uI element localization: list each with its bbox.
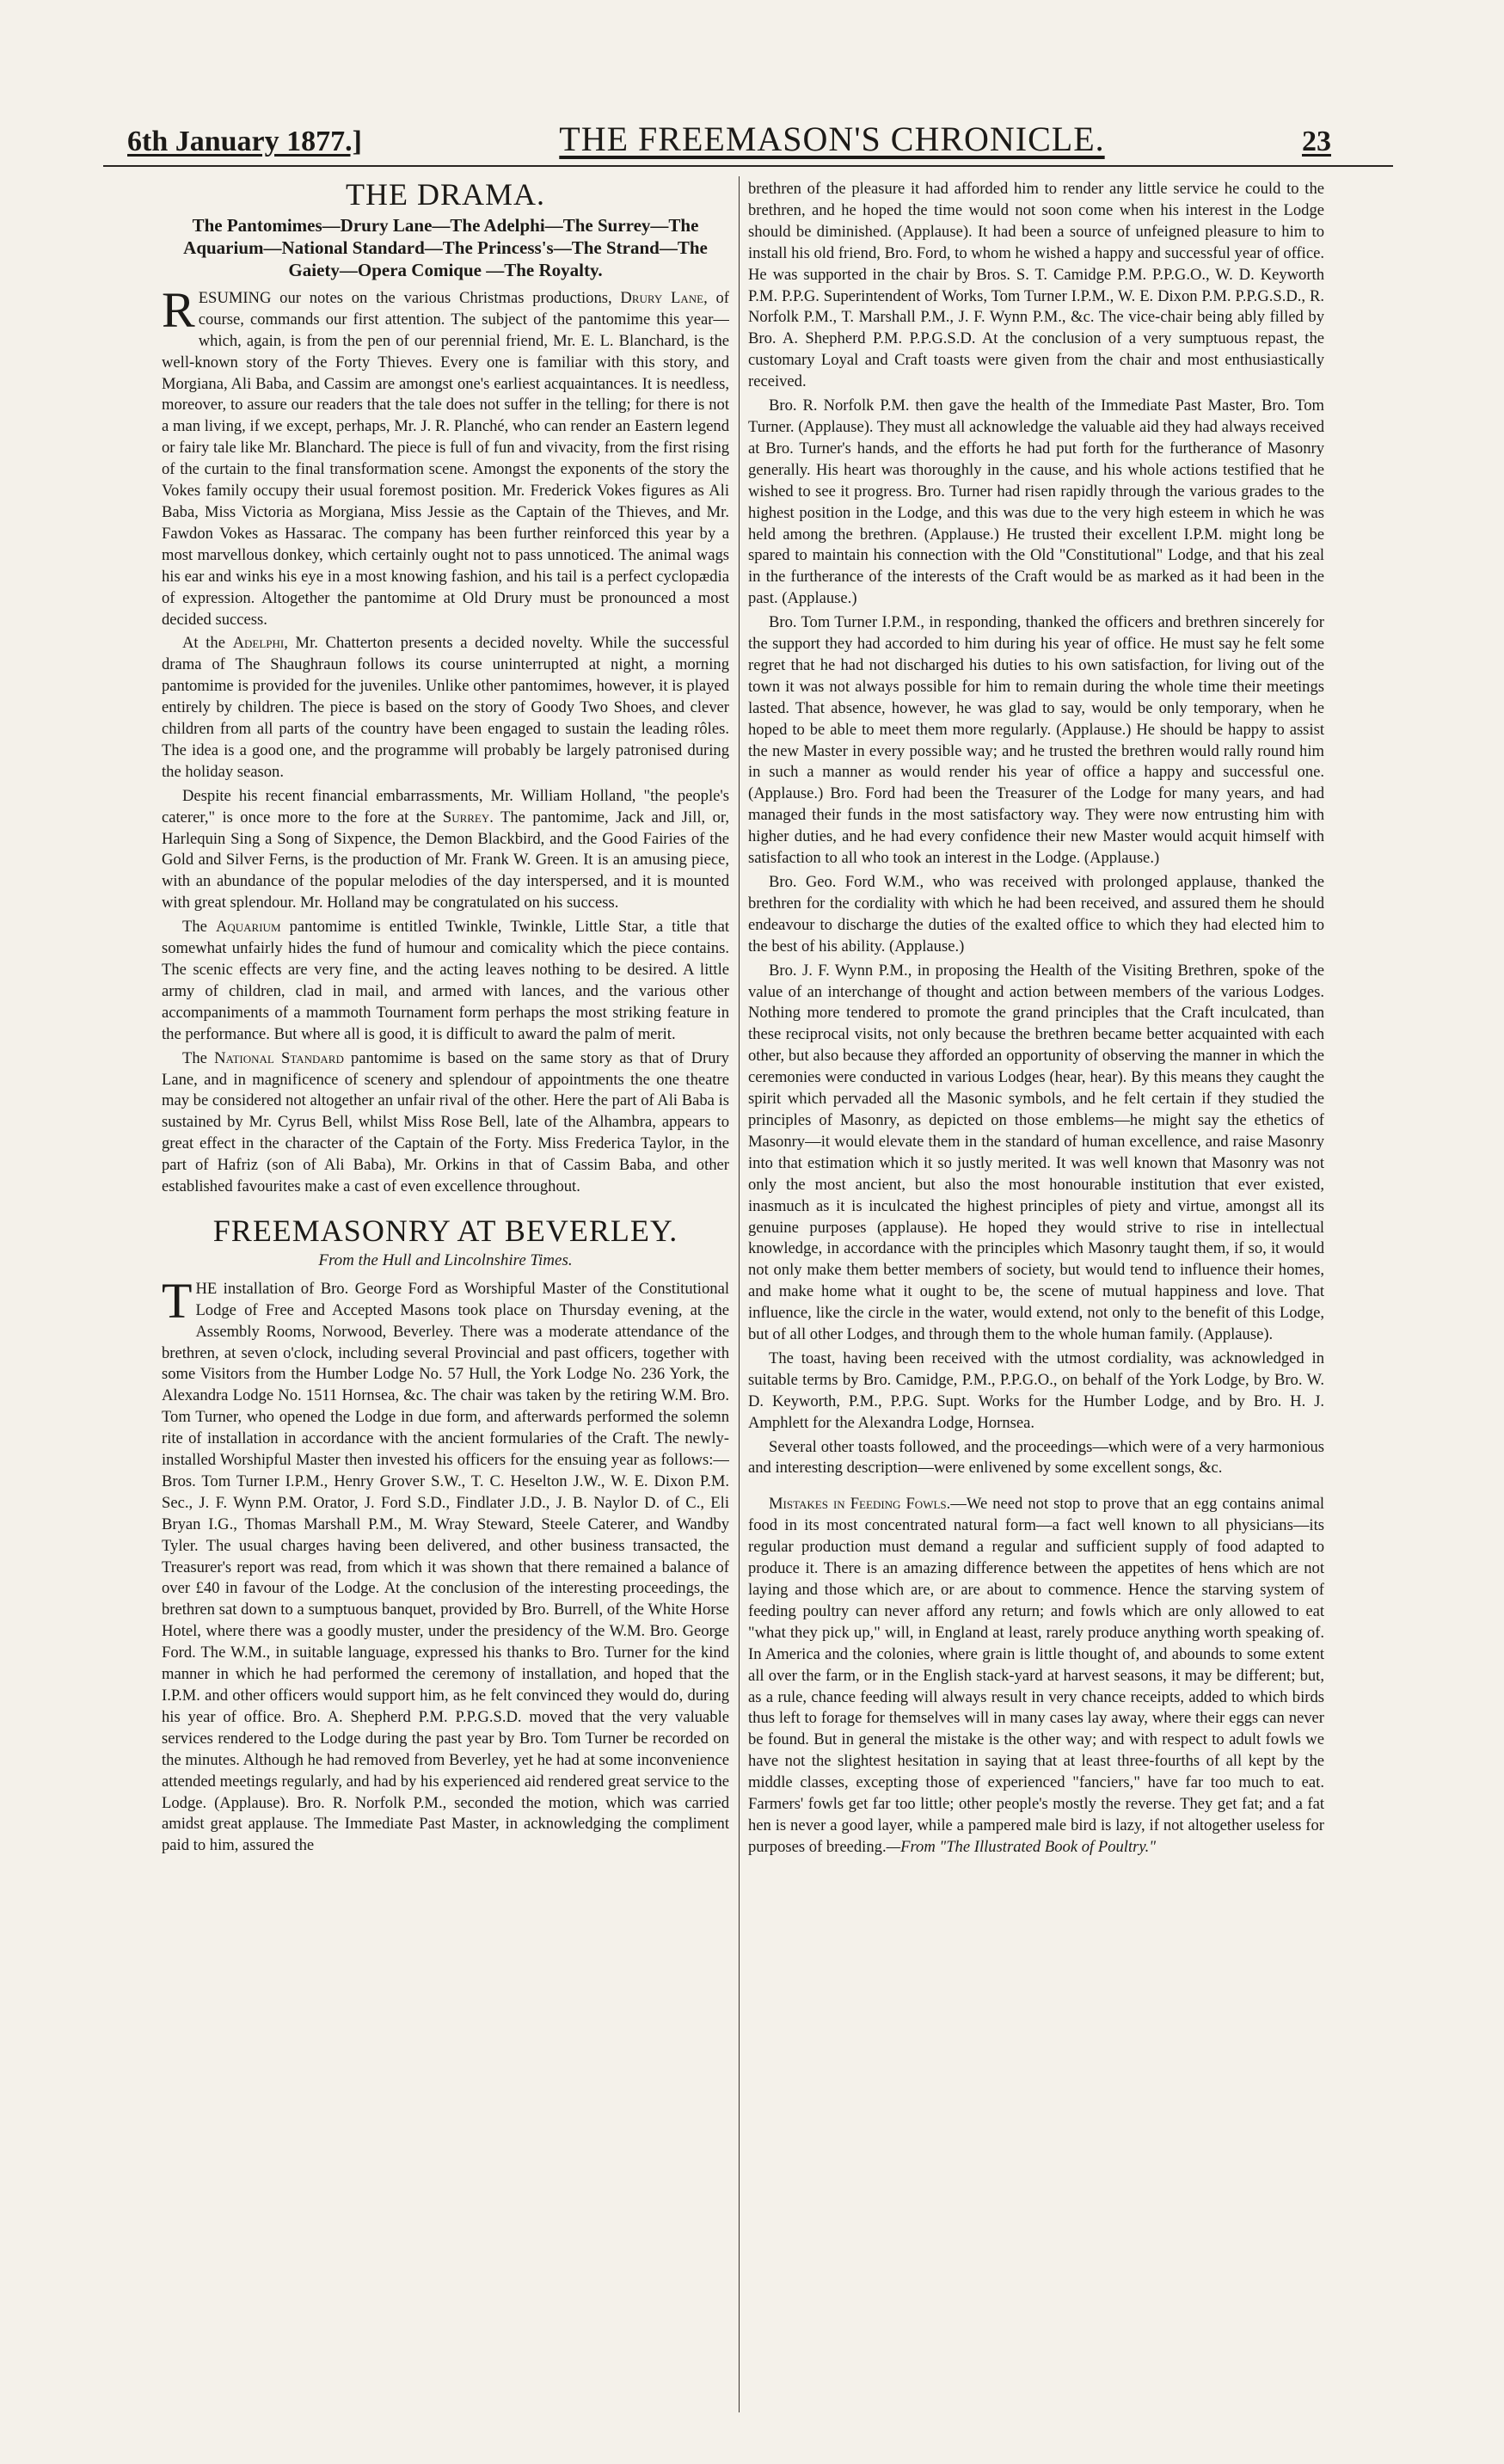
beverley-continued: brethren of the pleasure it had afforded him to render any little service he could to the brethren, and he hoped the time would not soon come when his interest in the Lodge should be diminished. (Applause). It had been a source of unfeigned pleasure to him to install his old friend, Bro. Ford, to whom he wished a happy and successful year of office. He was supported in the chair by Bros. S. T. Camidge P.M. P.P.G.O., W. D. Keyworth P.M. P.P.G. Superintendent of Works, Tom Turner I.P.M., W. E. Dixon P.M. P.P.G.S.D., R. Norfolk P.M., T. Marshall P.M., J. F. Wynn P.M., &c. The vice-chair being ably filled by Bro. A. Shepherd P.M. P.P.G.S.D. At the conclusion of a very sumptuous repast, the customary Loyal and Craft toasts were given from the chair and most enthusiastically received.	[748, 180, 1324, 391]
beverley-source: From the Hull and Lincolnshire Times.	[318, 1250, 573, 1269]
header-rule	[103, 165, 1393, 167]
beverley-paragraph: The toast, having been received with the utmost cordiality, was acknowledged in suitable terms by Bro. Camidge, P.M., P.P.G.O., on behalf of the York Lodge, by Bro. W. D. Keyworth, P.M., P.P.G. Supt. Works for the Humber Lodge, and by Bro. H. J. Amphlett for the Alexandra Lodge, Hornsea.	[748, 1349, 1324, 1432]
fowls-paragraph: Mistakes in Feeding Fowls.—We need not stop to prove that an egg contains animal food in its most concentrated natural form—a fact well known to all physicians—its regular production must demand a regular and sufficient supply of food adapted to produce it. There is an amazing difference between the appetites of hens which are not laying and those which are, or are about to commence. Hence the starving system of feeding poultry can never afford any return; and fowls which are only allowed to eat "what they pick up," will, in England at least, rarely produce anything worth speaking of. In America and the colonies, where grain is little thought of, and abounds to some extent all over the farm, or in the English stack-yard at harvest seasons, it may be different; but, as a rule, chance feeding will always result in very chance receipts, added to which birds thus left to forage for themselves will in many cases lay away, where their eggs can never be found. But in general the mistake is the other way; and with respect to adult fowls we have not the slightest hesitation in saying that at least three-fourths of all kept by the middle classes, excepting those of experienced "fanciers," have far too much to eat. Farmers' fowls get far too little; other people's mostly the reverse. They get fat; and a fat hen is never a good layer, while a pampered male bird is lazy, if not altogether useless for purposes of breeding.—From "The Illustrated Book of Poultry."	[748, 1495, 1324, 1856]
issue-date: 6th January 1877.]	[127, 126, 362, 157]
beverley-paragraph: Bro. R. Norfolk P.M. then gave the health of the Immediate Past Master, Bro. Tom Turner. (Applause). They must all acknowledge the valuable aid they had always received at Bro. Turner's hands, and the efforts he had put forth for the furtherance of Masonry generally. His heart was thoroughly in the cause, and his whole actions testified that he wished to see it progress. Bro. Turner had risen rapidly through the various grades to the highest position in the Lodge, and this was due to the very high esteem in which he was held among the brethren. (Applause.) He trusted their excellent I.P.M. might long be spared to maintain his connection with the Old "Constitutional" Lodge, and that his zeal in the furtherance of the interests of the Craft would be as marked as it had been in the past. (Applause.)	[748, 396, 1324, 608]
beverley-paragraph: Several other toasts followed, and the proceedings—which were of a very harmonious and interesting description—were enlivened by some excellent songs, &c.	[748, 1437, 1324, 1478]
drop-cap: T	[162, 1272, 193, 1329]
left-column	[162, 179, 729, 2430]
drama-paragraph: At the Adelphi, Mr. Chatterton presents a decided novelty. While the successful drama of The Shaughraun follows its course uninterrupted at night, a morning pantomime is provided for the juveniles. Unlike other pantomimes, however, it is played entirely by children. The piece is based on the story of Goody Two Shoes, and clever children from all parts of the country have been engaged to sustain the leading rôles. The idea is a good one, and the programme will probably be largely patronised during the holiday season.	[162, 634, 729, 781]
fowls-lead: Mistakes in Feeding Fowls.	[769, 1495, 951, 1514]
beverley-paragraph: Bro. Tom Turner I.P.M., in responding, thanked the officers and brethren sincerely for the support they had accorded to him during his year of office. He must say he felt some regret that he had not discharged his duties to his own satisfaction, for living out of the town it was not always possible for him to remain during the whole time their meetings lasted. That absence, however, he was glad to say, would be only temporary, when he hoped to be able to meet them more regularly. (Applause.) He should be happy to assist the new Master in every possible way; and he trusted the brethren would rally round him in such a manner as would render his year of office a happy and successful one. (Applause.) Bro. Ford had been the Treasurer of the Lodge for many years, and had managed their funds in the most satisfactory way. They were now entrusting him with higher duties, and he had every confidence their new Master would acquit himself with satisfaction to all who took an interest in the Lodge. (Applause.)	[748, 613, 1324, 868]
masthead	[127, 119, 1331, 162]
drama-paragraph: RESUMING our notes on the various Christmas productions, Drury Lane, of course, commands our first attention. The subject of the pantomime this year—which, again, is from the pen of our perennial friend, Mr. E. L. Blanchard, is the well-known story of the Forty Thieves. Every one is familiar with this story, and Morgiana, Ali Baba, and Cassim are amongst one's earliest acquaintances. It is needless, moreover, to assure our readers that the tale does not suffer in the telling; for there is not a man living, if we except, perhaps, Mr. J. R. Planché, who can render an Eastern legend or fairy tale like Mr. Blanchard. The piece is full of fun and vivacity, from the first rising of the curtain to the final transformation scene. Amongst the exponents of the story the Vokes family occupy their usual foremost position. Mr. Frederick Vokes figures as Ali Baba, Miss Victoria as Morgiana, Miss Jessie as the Captain of the Thieves, and Mr. Fawdon Vokes as Hassarac. The company has been further reinforced this year by a most marvellous donkey, which certainly ought not to pass unnoticed. The animal wags his ear and winks his eye in a most knowing fashion, and his tail is a perfect cyclopædia of expression. Altogether the pantomime at Old Drury must be pronounced a most decided success.	[162, 281, 729, 629]
beverley-title: FREEMASONRY AT BEVERLEY.	[212, 1213, 678, 1248]
drama-paragraph: The National Standard pantomime is based on the same story as that of Drury Lane, and in magnificence of scenery and splendour of appointments the one theatre may be considered not altogether an unfair rival of the other. Here the part of Ali Baba is sustained by Mr. Cyrus Bell, whilst Miss Rose Bell, late of the Alhambra, appears to great effect in the character of the Captain of the Forty. Miss Frederica Taylor, in the part of Hafriz (son of Ali Baba), Mr. Orkins in that of Cassim Baba, and other established favourites make a cast of even excellence throughout.	[162, 1048, 729, 1196]
newspaper-title: THE FREEMASON'S CHRONICLE.	[559, 120, 1105, 158]
beverley-paragraph: Bro. Geo. Ford W.M., who was received with prolonged applause, thanked the brethren for the cordiality with which he had been received, and assured them he should endeavour to discharge the duties of the exalted office to which they had elected him to the best of his ability. (Applause.)	[748, 873, 1324, 955]
drama-paragraph: Despite his recent financial embarrassments, Mr. William Holland, "the people's caterer," is once more to the fore at the Surrey. The pantomime, Jack and Jill, or, Harlequin Sing a Song of Sixpence, the Demon Blackbird, and the Good Fairies of the Gold and Silver Ferns, is the production of Mr. Frank W. Green. It is an amusing piece, with an abundance of the popular melodies of the day interspersed, and it is mounted with great splendour. Mr. Holland may be congratulated on his success.	[162, 786, 729, 912]
fowls-credit: —From "The Illustrated Book of Poultry."	[886, 1837, 1157, 1856]
right-column	[748, 179, 1324, 2430]
drama-subhead: The Pantomimes—Drury Lane—The Adelphi—The Surrey—The Aquarium—National Standard—The Princess's—The Strand—The Gaiety—Opera Comique —The Royalty.	[183, 214, 708, 280]
beverley-paragraph: THE installation of Bro. George Ford as Worshipful Master of the Constitutional Lodge of Free and Accepted Masons took place on Thursday evening, at the Assembly Rooms, Norwood, Beverley. There was a moderate attendance of the brethren, at seven o'clock, including several Provincial and past officers, together with some Visitors from the Humber Lodge No. 57 Hull, the York Lodge No. 236 York, the Alexandra Lodge No. 1511 Hornsea, &c. The chair was taken by the retiring W.M. Bro. Tom Turner, who opened the Lodge in due form, and afterwards performed the solemn rite of installation in accordance with the ancient formularies of the Craft. The newly-installed Worshipful Master then invested his officers for the ensuing year as follows:—Bros. Tom Turner I.P.M., Henry Grover S.W., T. C. Heselton J.W., W. E. Dixon P.M. Sec., J. F. Wynn P.M. Orator, J. Ford S.D., Findlater J.D., J. B. Naylor D. of C., Eli Bryan I.G., Thomas Marshall P.M., M. Wray Steward, Steele Caterer, and Wandby Tyler. The usual charges having been delivered, and other business transacted, the Treasurer's report was read, from which it was shown that there remained a balance of over £40 in favour of the Lodge. At the conclusion of the interesting proceedings, the brethren sat down to a sumptuous banquet, provided by Bro. Burrell, of the White Horse Hotel, where there was a goodly muster, under the presidency of the W.M. Bro. George Ford. The W.M., in suitable language, expressed his thanks to Bro. Turner for the kind manner in which he had performed the ceremony of installation, and hoped that the I.P.M. and other officers would support him, as he felt convinced they would do, during his year of office. Bro. A. Shepherd P.M. P.P.G.S.D. moved that the very valuable services rendered to the Lodge during the past year by Bro. Tom Turner be recorded on the minutes. Although he had removed from Beverley, yet he had at some inconvenience attended meetings regularly, and had by his experienced aid rendered great service to the Lodge. (Applause). Bro. R. Norfolk P.M., seconded the motion, which was carried amidst great applause. The Immediate Past Master, in acknowledging the compliment paid to him, assured the	[162, 1272, 729, 1855]
drama-paragraph: The Aquarium pantomime is entitled Twinkle, Twinkle, Little Star, a title that somewhat unfairly hides the fund of humour and comicality which the piece contains. The scenic effects are very fine, and the acting leaves nothing to be desired. A little army of children, clad in mail, and armed with lances, and the various other accompaniments of a mammoth Tournament form perhaps the most striking feature in the performance. But where all is good, it is difficult to award the palm of merit.	[162, 918, 729, 1043]
drop-cap: R	[162, 281, 195, 338]
beverley-paragraph: Bro. J. F. Wynn P.M., in proposing the Health of the Visiting Brethren, spoke of the value of an interchange of thought and action between members of the various Lodges. Nothing more tendered to promote the grand principles that the Craft inculcated, than these reciprocal visits, not only because the brethren became better acquainted with each other, but also because they afforded an opportunity of observing the manner in which the ceremonies were conducted in various Lodges (hear, hear). By this means they caught the spirit which pervaded all the Masonic symbols, and he felt certain if they studied the principles of Masonry, as depicted on those emblems—he might say the ethetics of Masonry—it would elevate them in the standard of human excellence, and raise Masonry into that estimation which it so justly merited. It was well known that Masonry was not only the most ancient, but also the most honourable institution that ever existed, inasmuch as it is inculcated the highest principles of piety and virtue, amongst all its genuine purposes (applause). He hoped they would strive to rise in intellectual knowledge, in accordance with the principles which Masonry taught them, if so, it would not only make them better members of society, but would tend to influence their homes, and make home what it ought to be, the scene of mutual happiness and love. That influence, like the circle in the water, would extend, not only to the benefit of this Lodge, but of all other Lodges, and through them to the whole human family. (Applause).	[748, 961, 1324, 1344]
page-number: 23	[1301, 126, 1331, 157]
drama-title: THE DRAMA.	[346, 179, 545, 212]
column-divider	[739, 176, 740, 2412]
